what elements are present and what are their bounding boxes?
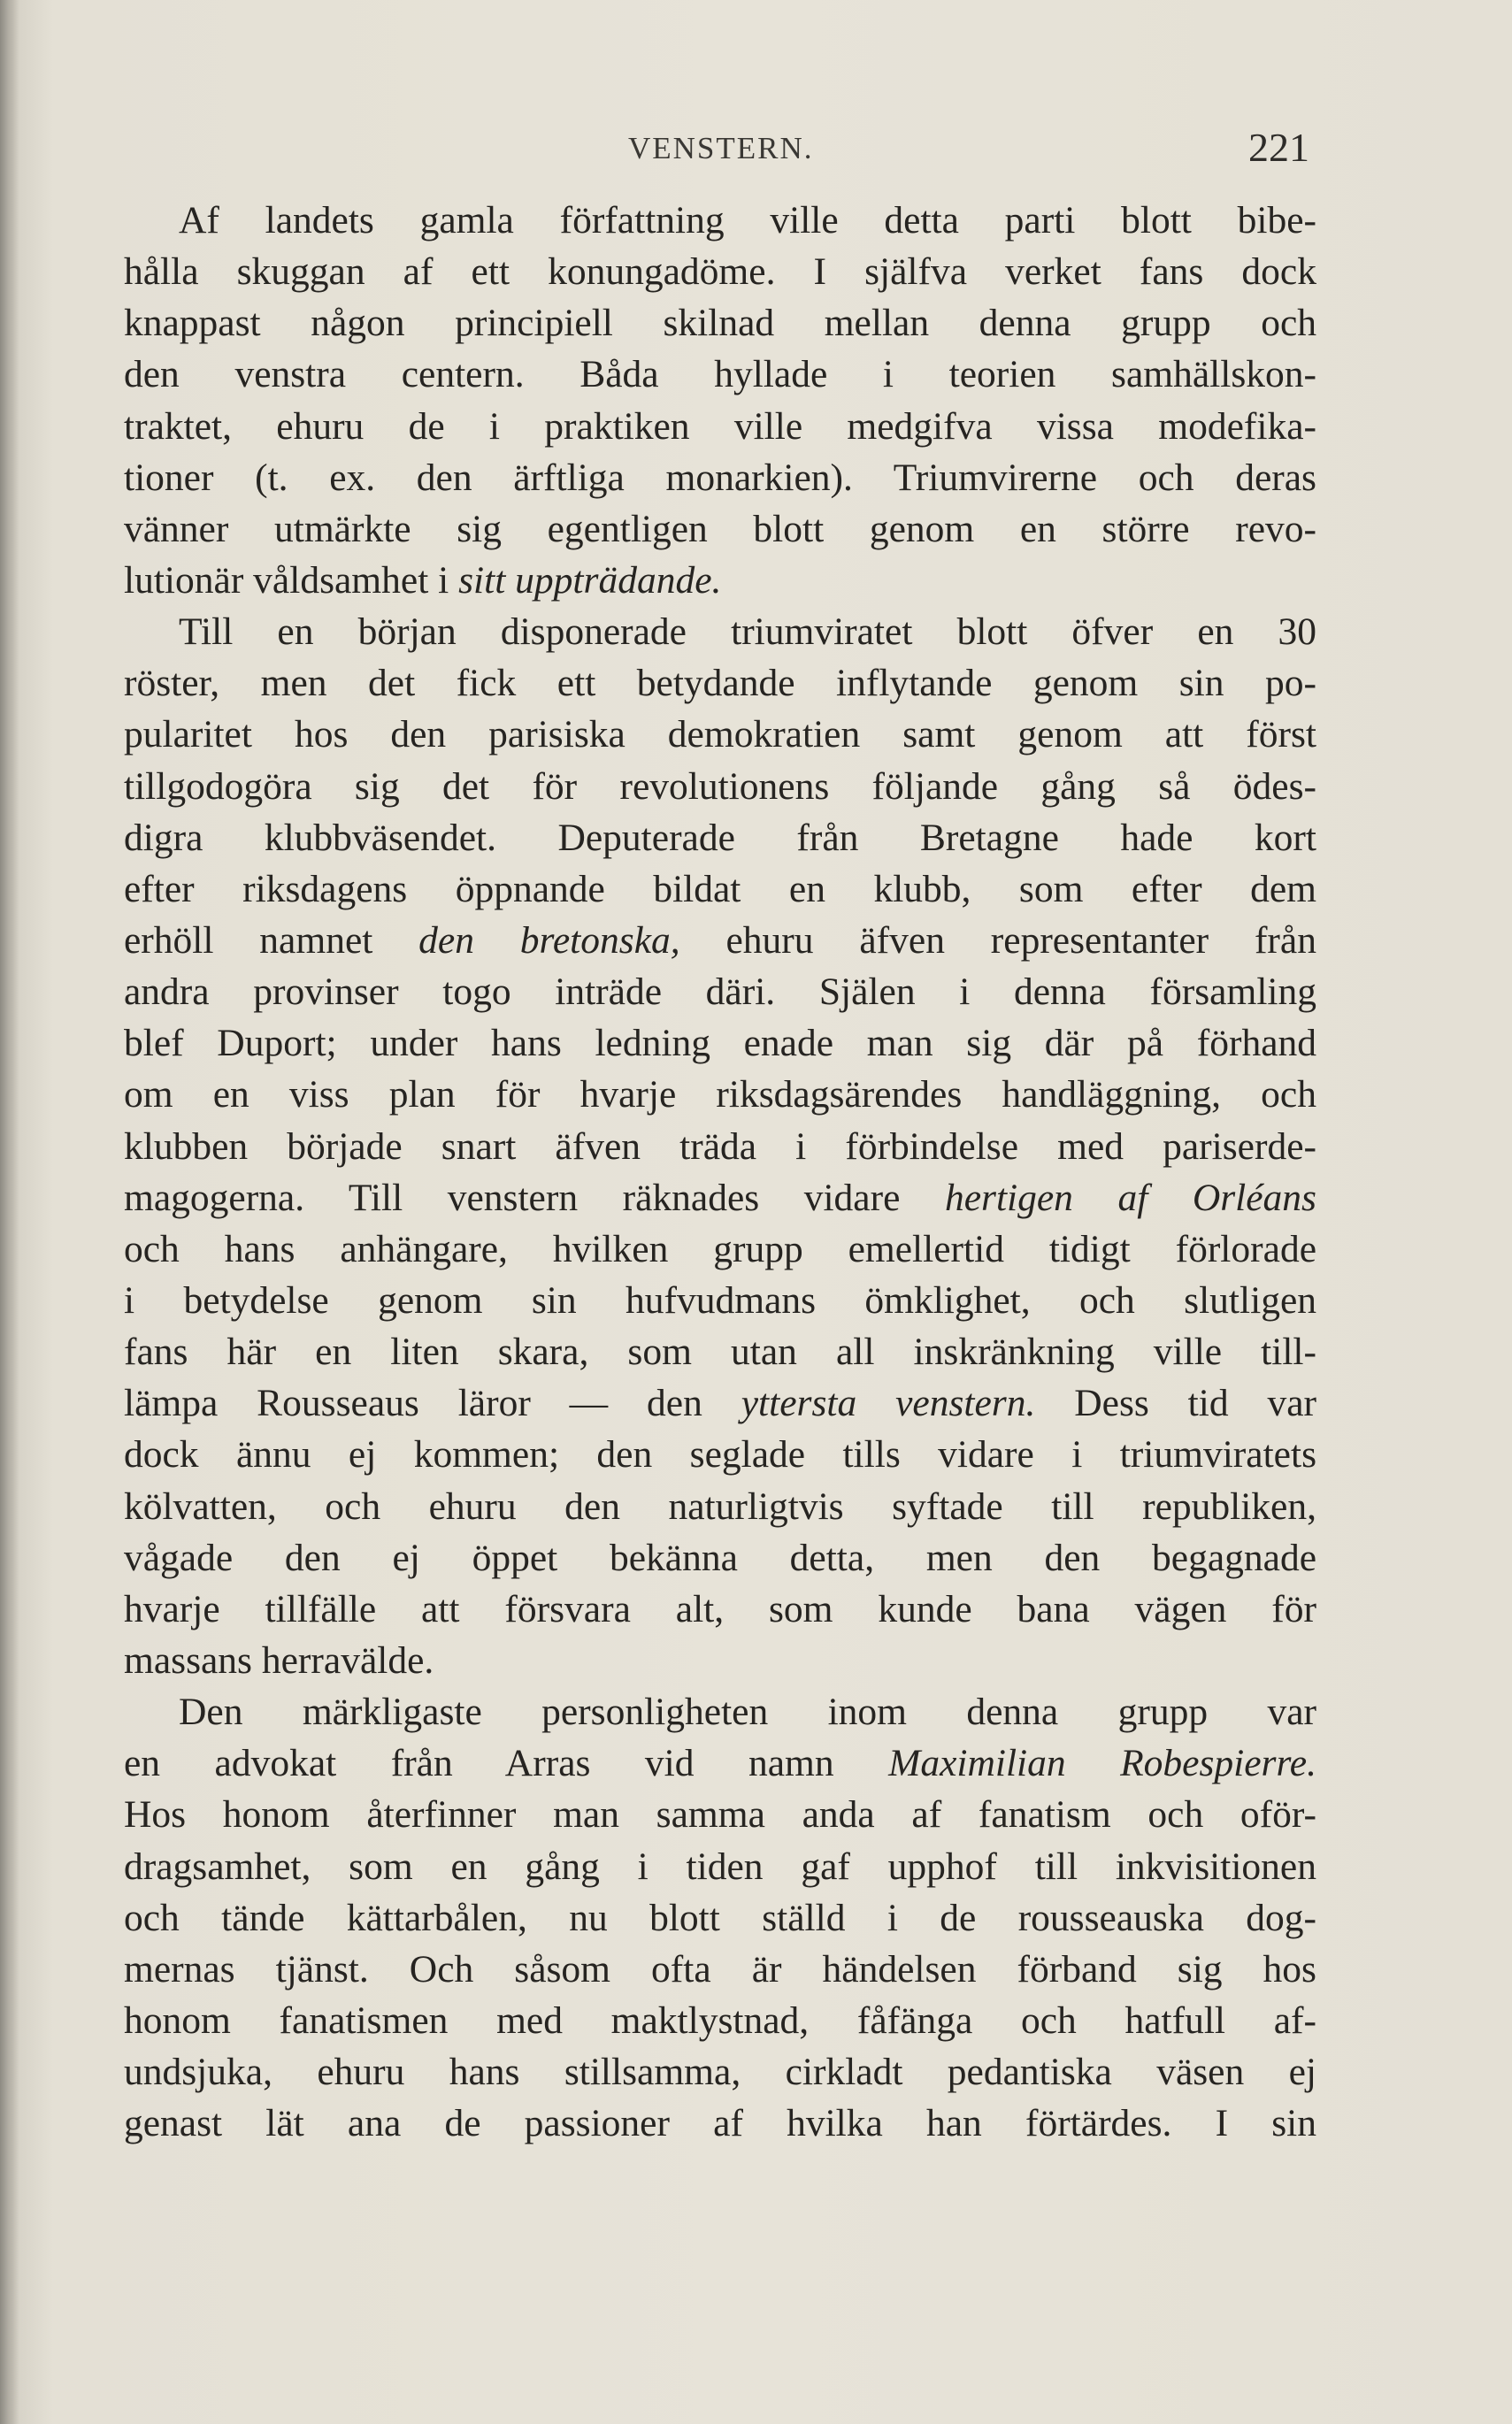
line-text: undsjuka, ehuru hans stillsamma, cirkladt pedantiska väsen ej [124,2051,1316,2094]
italic-text: yttersta venstern. [741,1382,1036,1425]
text-line [124,863,1316,915]
text-line [124,1172,1316,1224]
line-text-after: ehuru äfven representanter från [679,918,1316,962]
text-line [124,761,1316,812]
text-line [124,401,1316,452]
line-text: kölvatten, och ehuru den naturligtvis syftade till republiken, [124,1484,1316,1528]
body-text [124,195,1316,2149]
line-text: tillgodogöra sig det för revolutionens följande gång så ödes- [124,764,1316,808]
text-line [124,1737,1316,1789]
page-number: 221 [1248,125,1309,170]
binding-shadow [0,0,19,2424]
line-text: fans här en liten skara, som utan all inskränkning ville till- [124,1331,1316,1374]
line-text: traktet, ehuru de i praktiken ville medgifva vissa modefika- [124,404,1316,448]
line-text: en advokat från Arras vid namn [124,1742,889,1785]
line-text: röster, men det fick ett betydande inflytande genom sin po- [124,662,1316,705]
text-line [124,1429,1316,1480]
line-text: i betydelse genom sin hufvudmans ömklighet, och slutligen [124,1278,1316,1322]
line-text: vågade den ej öppet bekänna detta, men den begagnade [124,1536,1316,1579]
line-text: och tände kättarbålen, nu blott ställd i de rousseauska dog- [124,1896,1316,1939]
line-text: lutionär våldsamhet i [124,558,459,602]
text-line [124,1789,1316,1840]
line-text: genast lät ana de passioner af hvilka han förtärdes. I sin [124,2102,1316,2145]
text-line [124,503,1316,555]
text-line [124,246,1316,297]
line-text: andra provinser togo inträde däri. Själen i denna församling [124,970,1316,1014]
page-header [124,124,1309,177]
line-text: Hos honom återfinner man samma anda af fanatism och oför- [124,1793,1316,1837]
line-text: om en viss plan för hvarje riksdagsärendes handläggning, och [124,1073,1316,1116]
text-line [124,812,1316,863]
italic-text: Maximilian Robespierre. [888,1742,1316,1785]
line-text: tioner (t. ex. den ärftliga monarkien). Triumvirerne och deras [124,456,1316,499]
text-line [124,1121,1316,1172]
text-line [124,1686,1316,1737]
line-text: mernas tjänst. Och såsom ofta är händelsen förband sig hos [124,1947,1316,1991]
text-line [124,555,1316,606]
text-line [124,1532,1316,1584]
text-line [124,2046,1316,2098]
line-text: efter riksdagens öppnande bildat en klubb, som efter dem [124,867,1316,910]
text-line [124,657,1316,709]
line-text: dragsamhet, som en gång i tiden gaf upphof till inkvisitionen [124,1845,1316,1888]
text-line [124,709,1316,760]
text-line [124,1584,1316,1635]
text-line [124,1944,1316,1995]
text-line [124,1017,1316,1069]
line-text: massans herravälde. [124,1638,434,1682]
line-text: magogerna. Till venstern räknades vidare [124,1176,945,1219]
text-line [124,349,1316,400]
line-text: vänner utmärkte sig egentligen blott genom en större revo- [124,507,1316,550]
text-line [124,1995,1316,2046]
line-text: pularitet hos den parisiska demokratien samt genom att först [124,713,1316,756]
text-line [124,452,1316,503]
line-text: knappast någon principiell skilnad mellan denna grupp och [124,302,1316,345]
text-line [124,1481,1316,1532]
text-line [124,1841,1316,1892]
line-text: digra klubbväsendet. Deputerade från Bretagne hade kort [124,816,1316,859]
line-text: Den märkligaste personligheten inom denna grupp var [179,1691,1316,1734]
italic-text: sitt uppträdande. [458,558,722,602]
line-text: erhöll namnet [124,918,419,962]
line-text: Af landets gamla författning ville detta parti blott bibe- [179,199,1316,242]
line-text: honom fanatismen med maktlystnad, fåfänga och hatfull af- [124,1998,1316,2042]
text-line [124,1892,1316,1944]
line-text: klubben började snart äfven träda i förbindelse med pariserde- [124,1124,1316,1168]
italic-text: den bretonska, [418,918,680,962]
text-line [124,195,1316,246]
line-text: Till en början disponerade triumviratet blott öfver en 30 [179,610,1316,654]
line-text: lämpa Rousseaus läror — den [124,1382,741,1425]
text-line [124,606,1316,657]
text-line [124,1326,1316,1377]
running-head: VENSTERN. [628,131,814,165]
text-line [124,915,1316,966]
text-line [124,297,1316,349]
text-line [124,1224,1316,1275]
text-line [124,1275,1316,1326]
line-text: dock ännu ej kommen; den seglade tills vidare i triumviratets [124,1433,1316,1477]
line-text: hvarje tillfälle att försvara alt, som kunde bana vägen för [124,1587,1316,1630]
text-line [124,1377,1316,1429]
text-line [124,1635,1316,1686]
line-text: hålla skuggan af ett konungadöme. I själfva verket fans dock [124,250,1316,294]
text-line [124,966,1316,1017]
line-text: och hans anhängare, hvilken grupp emellertid tidigt förlorade [124,1227,1316,1270]
line-text-after: Dess tid var [1035,1382,1316,1425]
line-text: blef Duport; under hans ledning enade man sig där på förhand [124,1022,1316,1065]
italic-text: hertigen af Orléans [944,1176,1316,1219]
text-line [124,2098,1316,2149]
text-line [124,1069,1316,1120]
line-text: den venstra centern. Båda hyllade i teorien samhällskon- [124,353,1316,396]
